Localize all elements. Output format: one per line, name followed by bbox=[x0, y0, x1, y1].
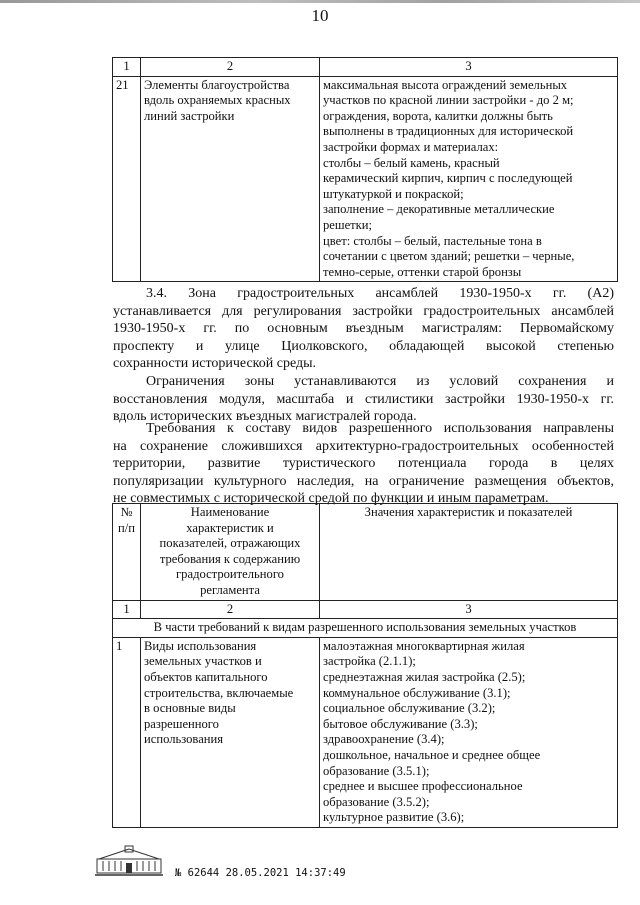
header-value-cell: Значения характеристик и показателей bbox=[320, 504, 618, 601]
paragraph-line: популяризации культурного наследия, на ограничение размещения объектов, bbox=[113, 473, 614, 489]
row-value-line: среднеэтажная жилая застройка (2.5); bbox=[323, 669, 526, 684]
paragraph-line: на сохранение сложившихся архитектурно-градостроительных особенностей bbox=[113, 438, 614, 454]
document-footer bbox=[95, 845, 425, 885]
row-name-line: вдоль охраняемых красных bbox=[144, 93, 291, 108]
row-value-line: ограждения, ворота, калитки должны быть bbox=[323, 108, 553, 123]
table-row bbox=[113, 76, 618, 282]
row-value-line: максимальная высота ограждений земельных bbox=[323, 77, 568, 92]
row-name-cell bbox=[141, 76, 320, 282]
header-name-line: требования к содержанию bbox=[159, 551, 301, 566]
row-name-line: линий застройки bbox=[144, 108, 235, 123]
paragraph-line: 3.4. Зона градостроительных ансамблей 1930-1950-х гг. (А2) bbox=[146, 286, 614, 301]
row-value-line: штукатуркой и покраской; bbox=[323, 186, 464, 201]
header-number-line: № bbox=[120, 505, 133, 519]
row-name-line: Элементы благоустройства bbox=[144, 77, 290, 92]
row-value-line: образование (3.5.2); bbox=[323, 794, 430, 809]
row-value-line: культурное развитие (3.6); bbox=[323, 810, 465, 825]
header-name-line: характеристик и bbox=[186, 520, 274, 535]
row-value-cell bbox=[320, 637, 618, 827]
paragraph-line: Требования к составу видов разрешенного использования направлены bbox=[146, 421, 614, 436]
paragraph-line: устанавливается для регулирования застройки градостроительных ансамблей bbox=[113, 303, 614, 319]
section-title: В части требований к видам разрешенного использования земельных участков bbox=[113, 619, 618, 638]
paragraph-line: не совместимых с исторической средой по функции и иным параметрам. bbox=[113, 491, 549, 507]
row-value-line: цвет: столбы – белый, пастельные тона в bbox=[323, 233, 542, 248]
header-name-line: градостроительного bbox=[176, 567, 284, 582]
paragraph-line: вдоль исторических въездных магистралей города. bbox=[113, 409, 417, 425]
regulation-table-continued bbox=[112, 57, 618, 282]
row-number: 21 bbox=[113, 76, 141, 282]
row-name-line: Виды использования bbox=[144, 638, 257, 653]
row-value-line: застройка (2.1.1); bbox=[323, 654, 416, 669]
row-value-line: решетки; bbox=[323, 217, 373, 232]
row-name-line: строительства, включаемые bbox=[144, 685, 294, 700]
row-value-line: здравоохранение (3.4); bbox=[323, 732, 445, 747]
row-value-line: темно-серые, оттенки старой бронзы bbox=[323, 264, 522, 279]
table-index-row bbox=[113, 600, 618, 619]
table-header-row bbox=[113, 58, 618, 77]
header-number-line: п/п bbox=[118, 520, 135, 535]
row-value-line: керамический кирпич, кирпич с последующей bbox=[323, 171, 573, 186]
row-value-line: заполнение – декоративные металлические bbox=[323, 202, 555, 217]
paragraph-line: восстановления модуля, масштаба и стилистики застройки 1930-1950-х гг. bbox=[113, 391, 614, 407]
table-row bbox=[113, 637, 618, 827]
row-value-line: дошкольное, начальное и среднее общее bbox=[323, 747, 541, 762]
row-value-line: коммунальное обслуживание (3.1); bbox=[323, 685, 511, 700]
paragraph-line: Ограничения зоны устанавливаются из условий сохранения и bbox=[146, 374, 614, 389]
row-value-line: малоэтажная многоквартирная жилая bbox=[323, 638, 525, 653]
paragraph-zone-a2 bbox=[113, 285, 614, 373]
row-value-line: выполнены в традиционных для исторической bbox=[323, 124, 574, 139]
row-name-line: объектов капитального bbox=[144, 669, 268, 684]
header-name-cell bbox=[141, 504, 320, 601]
header-name-line: показателей, отражающих bbox=[159, 536, 301, 551]
row-value-line: бытовое обслуживание (3.3); bbox=[323, 716, 478, 731]
document-registration: № 62644 28.05.2021 14:37:49 bbox=[175, 867, 346, 879]
paragraph-line: сохранности исторической среды. bbox=[113, 356, 317, 372]
row-value-line: застройки формах и материалах: bbox=[323, 139, 499, 154]
row-value-line: участков по красной линии застройки - до 2 м; bbox=[323, 93, 574, 108]
row-value-line: образование (3.5.1); bbox=[323, 763, 430, 778]
row-name-line: использования bbox=[144, 732, 224, 747]
row-value-line: среднее и высшее профессиональное bbox=[323, 779, 523, 794]
row-value-line: столбы – белый камень, красный bbox=[323, 155, 500, 170]
col-index-1: 1 bbox=[113, 58, 141, 77]
row-value-cell bbox=[320, 76, 618, 282]
col-index-2: 2 bbox=[141, 58, 320, 77]
row-value-line: сочетании с цветом зданий; решетки – черные, bbox=[323, 249, 575, 264]
table-section-row bbox=[113, 619, 618, 638]
regulation-table bbox=[112, 503, 618, 828]
row-name-line: разрешенного bbox=[144, 716, 219, 731]
row-name-line: в основные виды bbox=[144, 701, 236, 716]
row-number: 1 bbox=[113, 637, 141, 827]
col-index-2: 2 bbox=[141, 600, 320, 619]
col-index-3: 3 bbox=[320, 600, 618, 619]
col-index-3: 3 bbox=[320, 58, 618, 77]
paragraph-line: территории, развитие туристического потенциала города в целях bbox=[113, 456, 614, 472]
header-name-line: Наименование bbox=[190, 505, 270, 519]
table-header-row bbox=[113, 504, 618, 601]
col-index-1: 1 bbox=[113, 600, 141, 619]
page-number: 10 bbox=[311, 6, 329, 25]
paragraph-requirements bbox=[113, 420, 614, 508]
row-name-line: земельных участков и bbox=[144, 654, 262, 669]
scan-edge bbox=[0, 0, 640, 3]
header-name-line: регламента bbox=[200, 582, 260, 597]
paragraph-line: 1930-1950-х гг. по основным въездным магистралям: Первомайскому bbox=[113, 321, 614, 337]
building-stamp-icon bbox=[95, 845, 163, 877]
paragraph-line: проспекту и улице Циолковского, обладающей высокой степенью bbox=[113, 338, 614, 354]
row-value-line: социальное обслуживание (3.2); bbox=[323, 701, 496, 716]
row-name-cell bbox=[141, 637, 320, 827]
header-number-cell bbox=[113, 504, 141, 601]
paragraph-restrictions bbox=[113, 373, 614, 426]
